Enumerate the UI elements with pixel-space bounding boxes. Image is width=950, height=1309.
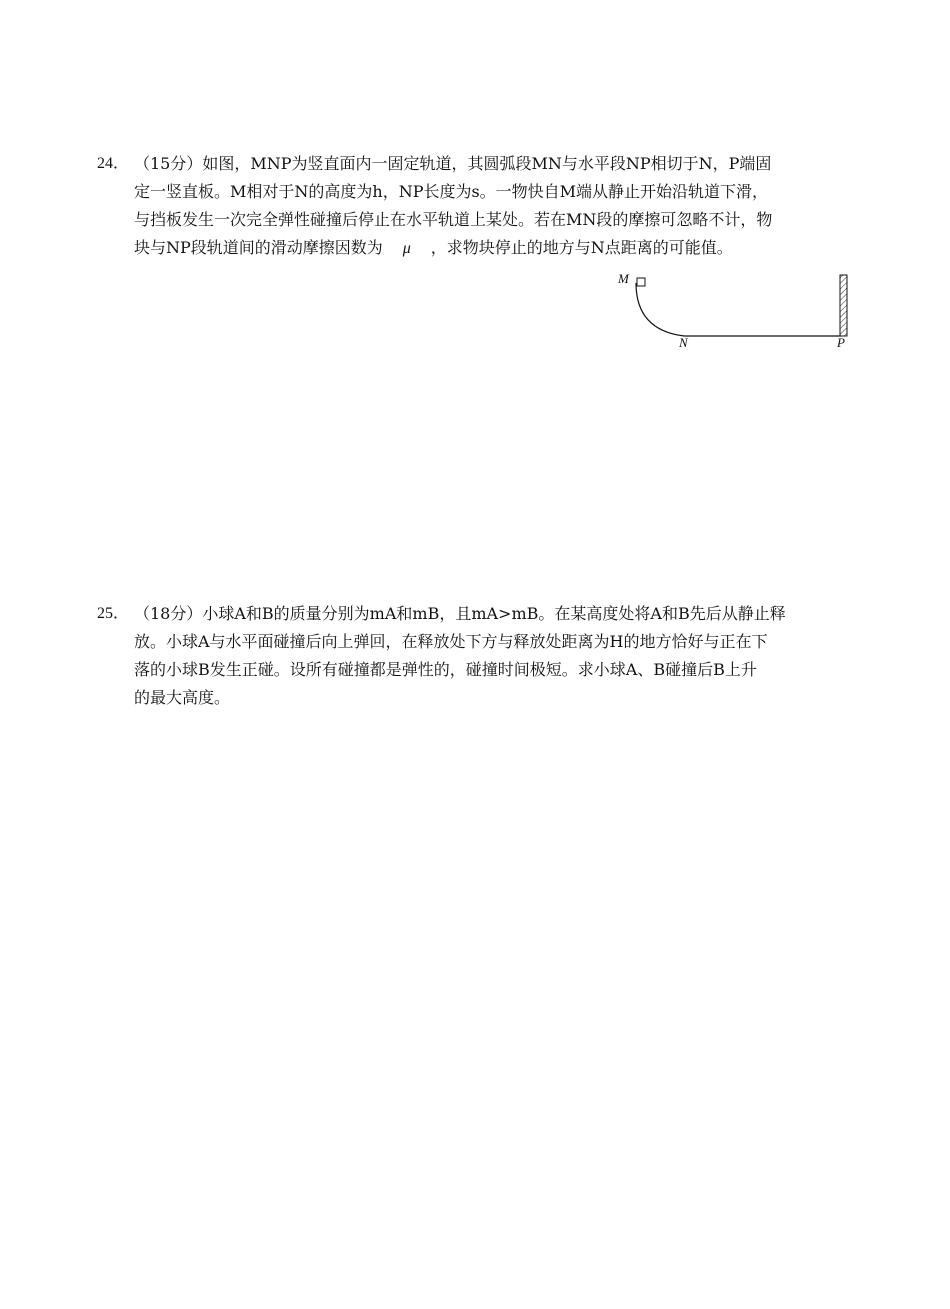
label-N: N (679, 335, 688, 350)
vertical-board-P (840, 275, 847, 336)
problem-25-line-4: 的最大高度。 (134, 688, 231, 707)
problem-24-line-3: 与挡板发生一次完全弹性碰撞后停止在水平轨道上某处。若在MN段的摩擦可忽略不计，物 (134, 210, 773, 229)
problem-25-line-1: （18分）小球A和B的质量分别为mA和mB，且mA>mB。在某高度处将A和B先后从静止释 (134, 604, 786, 623)
track-figure (612, 268, 857, 353)
label-P: P (837, 335, 845, 350)
block (637, 278, 645, 286)
problem-24-line-1: （15分）如图，MNP为竖直面内一固定轨道，其圆弧段MN与水平段NP相切于N，P端固 (134, 154, 772, 173)
problem-24 (97, 150, 857, 263)
problem-24-line-2: 定一竖直板。M相对于N的高度为h，NP长度为s。一物快自M端从静止开始沿轨道下滑， (134, 182, 769, 201)
problem-24-text (134, 150, 857, 263)
mu-symbol: μ (402, 240, 411, 257)
problem-24-line-4a: 块与NP段轨道间的滑动摩擦因数为 (134, 238, 383, 257)
problem-25-text (134, 600, 857, 712)
problem-25-line-3: 落的小球B发生正碰。设所有碰撞都是弹性的，碰撞时间极短。求小球A、B碰撞后B上升 (134, 660, 757, 679)
problem-25-line-2: 放。小球A与水平面碰撞后向上弹回，在释放处下方与释放处距离为H的地方恰好与正在下 (134, 632, 768, 651)
problem-24-line-4b: ，求物块停止的地方与N点距离的可能值。 (430, 238, 733, 257)
problem-24-line-4 (134, 234, 857, 263)
problem-25 (97, 600, 857, 712)
label-M: M (618, 271, 629, 286)
problem-25-number: 25． (97, 605, 130, 622)
arc-track-MN (636, 283, 684, 336)
problem-24-number: 24． (97, 155, 130, 172)
